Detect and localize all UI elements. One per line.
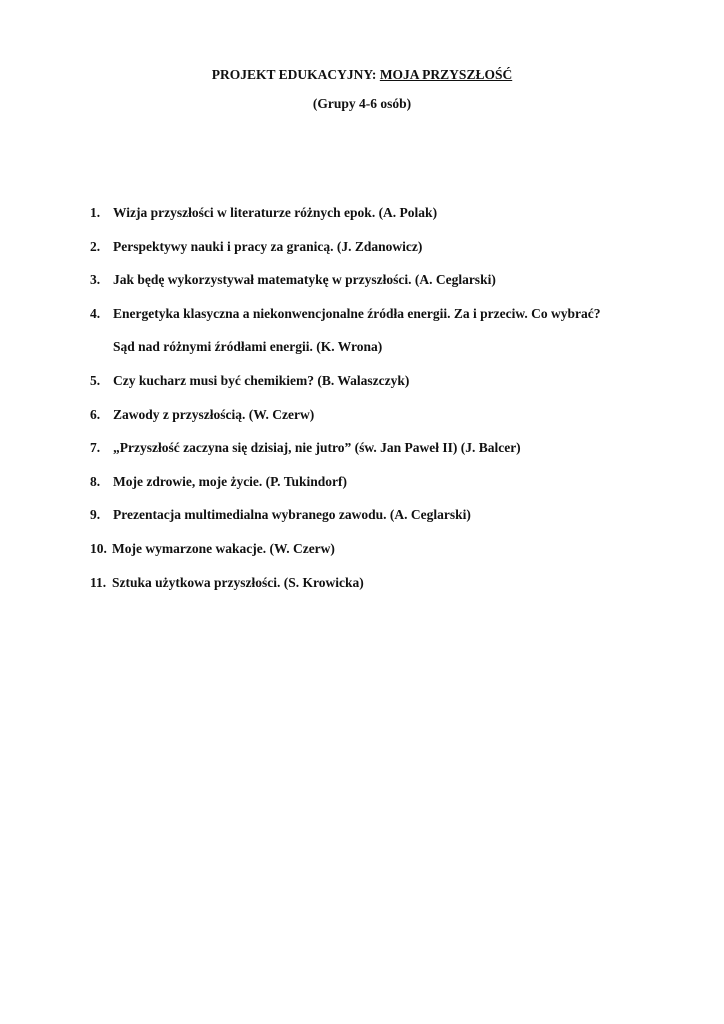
list-item (90, 203, 690, 237)
list-item (90, 405, 690, 439)
list-item-text: „Przyszłość zaczyna się dzisiaj, nie jutro” (św. Jan Paweł II) (J. Balcer) (113, 440, 521, 456)
list-item-number: 6. (90, 406, 101, 422)
list-item-number: 7. (90, 440, 101, 456)
list-item-text: Moje zdrowie, moje życie. (P. Tukindorf) (113, 473, 347, 489)
list-item-text: Wizja przyszłości w literaturze różnych epok. (A. Polak) (113, 205, 438, 220)
topic-list (90, 203, 690, 606)
list-item-number: 5. (90, 372, 101, 388)
list-item-text: Jak będę wykorzystywał matematykę w przyszłości. (A. Ceglarski) (113, 272, 496, 288)
list-item-text: Prezentacja multimedialna wybranego zawodu. (A. Ceglarski) (113, 507, 471, 523)
list-item-number: 1. (90, 205, 101, 220)
list-item-number: 11. (90, 574, 107, 590)
list-item-text: Zawody z przyszłością. (W. Czerw) (113, 406, 315, 422)
page-title (0, 66, 724, 84)
list-item-number: 4. (90, 305, 101, 321)
list-item-number: 2. (90, 238, 101, 254)
list-item-number: 3. (90, 272, 101, 288)
page-subtitle: (Grupy 4-6 osób) (312, 96, 412, 111)
list-item (90, 304, 690, 338)
list-item-text: Czy kucharz musi być chemikiem? (B. Walaszczyk) (113, 372, 410, 388)
list-item (90, 237, 690, 271)
list-item (90, 505, 690, 539)
page-title-underlined: MOJA PRZYSZŁOŚĆ (379, 67, 513, 82)
list-item-text: Sztuka użytkowa przyszłości. (S. Krowicka) (112, 574, 364, 590)
list-item (90, 270, 690, 304)
list-item (90, 573, 690, 607)
list-item (90, 438, 690, 472)
list-item-number: 8. (90, 473, 101, 489)
list-item (90, 539, 690, 573)
list-item-number: 9. (90, 507, 101, 523)
list-item-text: Moje wymarzone wakacje. (W. Czerw) (112, 540, 335, 556)
list-item-text: Sąd nad różnymi źródłami energii. (K. Wrona) (113, 339, 383, 355)
page-title-prefix: PROJEKT EDUKACYJNY: (211, 67, 380, 82)
list-item (90, 472, 690, 506)
list-item-number: 10. (90, 540, 107, 556)
list-item-text: Energetyka klasyczna a niekonwencjonalne źródła energii. Za i przeciw. Co wybrać? (113, 305, 601, 321)
list-item-text: Perspektywy nauki i pracy za granicą. (J. Zdanowicz) (113, 238, 423, 254)
list-item-continuation (90, 337, 690, 371)
list-item (90, 371, 690, 405)
